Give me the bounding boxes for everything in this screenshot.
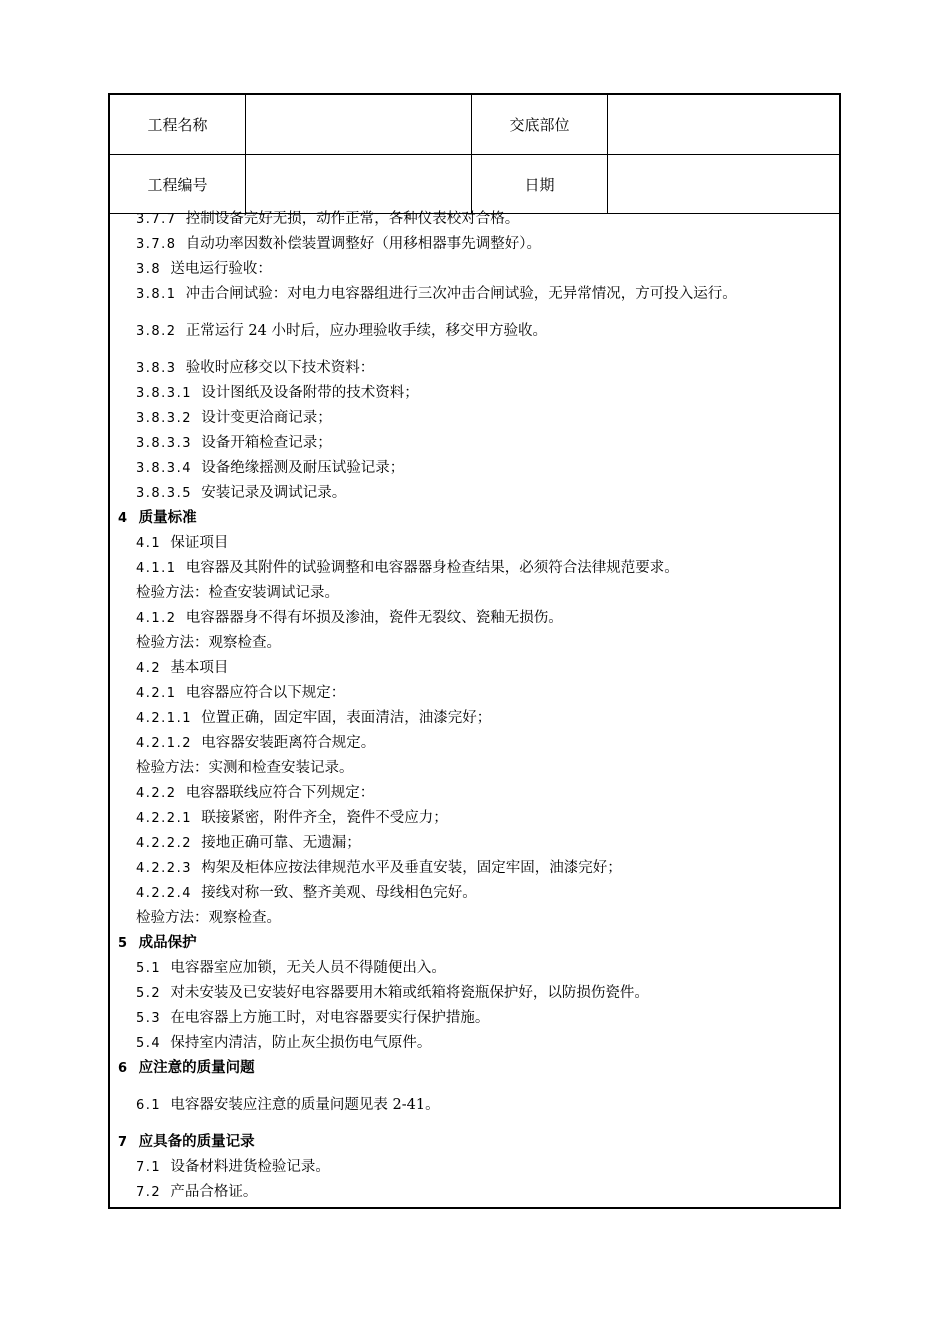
- list-item: 5.4 保持室内清洁，防止灰尘损伤电气原件。: [136, 1035, 432, 1051]
- list-item: 5.1 电容器室应加锁，无关人员不得随便出入。: [136, 960, 446, 976]
- section-heading: 4 质量标准: [118, 509, 197, 526]
- list-item: 4.2.1 电容器应符合以下规定：: [136, 685, 346, 701]
- section-field[interactable]: [608, 95, 839, 154]
- list-item: 3.8.3.2 设计变更洽商记录；: [136, 410, 332, 426]
- list-item: 3.8.3.3 设备开箱检查记录；: [136, 435, 332, 451]
- section-heading: 5 成品保护: [118, 934, 197, 951]
- list-item: 4.1.2 电容器器身不得有坏损及渗油，瓷件无裂纹、瓷釉无损伤。: [136, 610, 563, 626]
- list-item: 7.1 设备材料进货检验记录。: [136, 1159, 330, 1175]
- list-item: 检验方法：实测和检查安装记录。: [136, 760, 354, 776]
- section-heading: 7 应具备的质量记录: [118, 1133, 255, 1150]
- list-item: 3.7.7 控制设备完好无损，动作正常，各种仪表校对合格。: [136, 211, 520, 227]
- list-item: 3.8.2 正常运行 24 小时后，应办理验收手续，移交甲方验收。: [136, 323, 547, 339]
- list-item: 5.3 在电容器上方施工时，对电容器要实行保护措施。: [136, 1010, 490, 1026]
- list-item: 4.2.2.4 接线对称一致、整齐美观、母线相色完好。: [136, 885, 477, 901]
- list-item: 7.2 产品合格证。: [136, 1184, 258, 1200]
- list-item: 4.2.1.1 位置正确，固定牢固，表面清洁，油漆完好；: [136, 710, 492, 726]
- list-item: 3.8.1 冲击合闸试验：对电力电容器组进行三次冲击合闸试验，无异常情况，方可投入运行。: [136, 286, 737, 302]
- list-item: 3.8.3.5 安装记录及调试记录。: [136, 485, 347, 501]
- list-item: 3.8.3.4 设备绝缘摇测及耐压试验记录；: [136, 460, 405, 476]
- date-field[interactable]: [608, 155, 839, 213]
- list-item: 4.2.2 电容器联线应符合下列规定：: [136, 785, 375, 801]
- document-frame: [108, 93, 841, 1209]
- list-item: 3.8.3 验收时应移交以下技术资料：: [136, 360, 375, 376]
- project-no-label: 工程编号: [147, 175, 208, 194]
- list-item: 检验方法：检查安装调试记录。: [136, 585, 339, 601]
- project-name-label: 工程名称: [147, 116, 208, 134]
- project-no-field[interactable]: [246, 155, 471, 213]
- section-heading: 6 应注意的质量问题: [118, 1059, 255, 1076]
- list-item: 6.1 电容器安装应注意的质量问题见表 2-41。: [136, 1097, 440, 1113]
- list-item: 3.7.8 自动功率因数补偿装置调整好（用移相器事先调整好）。: [136, 236, 542, 252]
- list-item: 4.1.1 电容器及其附件的试验调整和电容器器身检查结果，必须符合法律规范要求。: [136, 560, 679, 576]
- section-label: 交底部位: [509, 116, 570, 134]
- list-item: 4.2.2.3 构架及柜体应按法律规范水平及垂直安装，固定牢固，油漆完好；: [136, 860, 622, 876]
- date-label: 日期: [524, 175, 555, 194]
- list-item: 3.8 送电运行验收：: [136, 261, 272, 277]
- list-item: 5.2 对未安装及已安装好电容器要用木箱或纸箱将瓷瓶保护好，以防损伤瓷件。: [136, 985, 649, 1001]
- list-item: 4.2.1.2 电容器安装距离符合规定。: [136, 735, 376, 751]
- list-item: 4.2.2.2 接地正确可靠、无遗漏；: [136, 835, 361, 851]
- list-item: 检验方法：观察检查。: [136, 910, 281, 926]
- list-item: 3.8.3.1 设计图纸及设备附带的技术资料；: [136, 385, 419, 401]
- list-item: 检验方法：观察检查。: [136, 635, 281, 651]
- project-name-field[interactable]: [246, 95, 471, 154]
- list-item: 4.2 基本项目: [136, 660, 229, 676]
- list-item: 4.1 保证项目: [136, 535, 229, 551]
- list-item: 4.2.2.1 联接紧密，附件齐全，瓷件不受应力；: [136, 810, 448, 826]
- header-table: [110, 95, 839, 214]
